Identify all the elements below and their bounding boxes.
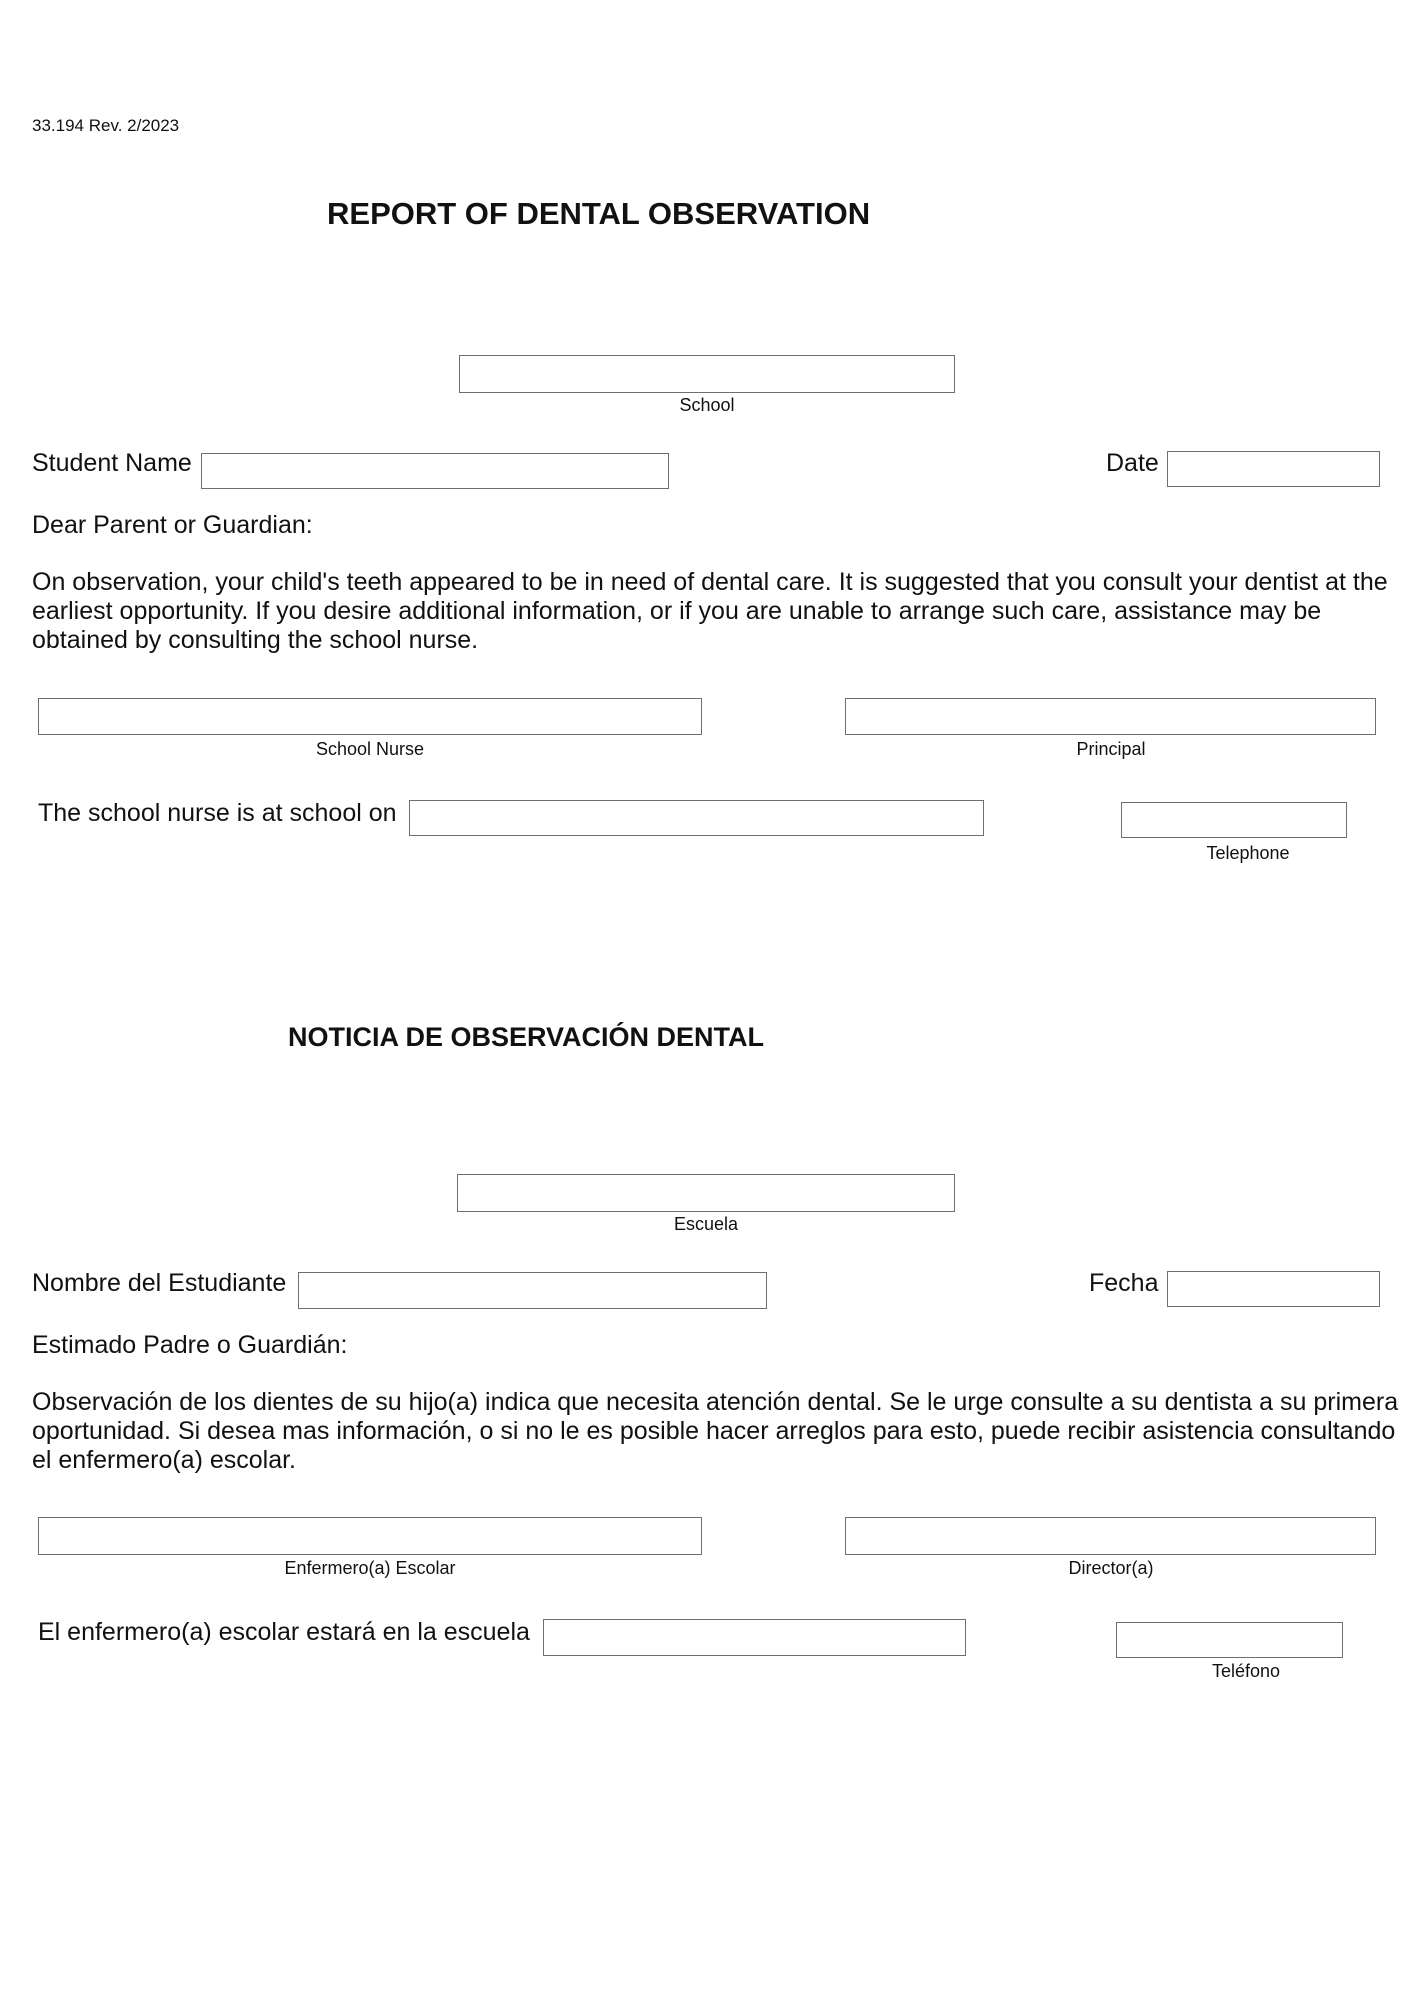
greeting: Dear Parent or Guardian: [32,511,313,539]
spanish-nurse-schedule-field[interactable] [543,1619,966,1656]
notice-body: On observation, your child's teeth appeared to be in need of dental care. It is suggested that you consult your dentist at the earliest opportunity. If you desire additional information, or if you are unable to arrange such care, assistance may be obtained by consulting the school nurse. [32,568,1388,654]
telefono-field[interactable] [1116,1622,1343,1658]
director-label: Director(a) [1068,1558,1154,1578]
spanish-greeting: Estimado Padre o Guardián: [32,1331,348,1359]
telephone-label: Telephone [1206,843,1290,863]
page-title: REPORT OF DENTAL OBSERVATION [327,196,871,231]
school-nurse-field[interactable] [38,698,702,735]
telephone-field[interactable] [1121,802,1347,838]
enfermero-escolar-label: Enfermero(a) Escolar [284,1558,456,1578]
fecha-field[interactable] [1167,1271,1380,1307]
spanish-nurse-schedule-label: El enfermero(a) escolar estará en la escuela [38,1618,530,1646]
student-name-label: Student Name [32,449,192,477]
fecha-label: Fecha [1089,1269,1159,1297]
nurse-schedule-field[interactable] [409,800,984,836]
nombre-estudiante-field[interactable] [298,1272,767,1309]
form-code: 33.194 Rev. 2/2023 [32,116,180,135]
nurse-schedule-label: The school nurse is at school on [38,799,397,827]
date-label: Date [1106,449,1159,477]
escuela-field[interactable] [457,1174,955,1212]
student-name-field[interactable] [201,453,669,489]
school-field-label: School [679,395,735,415]
principal-label: Principal [1076,739,1146,759]
spanish-notice-body: Observación de los dientes de su hijo(a) indica que necesita atención dental. Se le urge consulte a su dentista a su primera oportunidad. Si desea mas información, o si no le es posible hacer arreglos para esto, puede recibir asistencia consultando el enfermero(a) escolar. [32,1388,1399,1474]
date-field[interactable] [1167,451,1380,487]
principal-field[interactable] [845,698,1376,735]
school-nurse-label: School Nurse [315,739,425,759]
enfermero-escolar-field[interactable] [38,1517,702,1555]
nombre-estudiante-label: Nombre del Estudiante [32,1269,287,1297]
school-field[interactable] [459,355,955,393]
telefono-label: Teléfono [1211,1661,1281,1681]
director-field[interactable] [845,1517,1376,1555]
escuela-label: Escuela [673,1214,739,1234]
spanish-title: NOTICIA DE OBSERVACIÓN DENTAL [288,1022,765,1052]
